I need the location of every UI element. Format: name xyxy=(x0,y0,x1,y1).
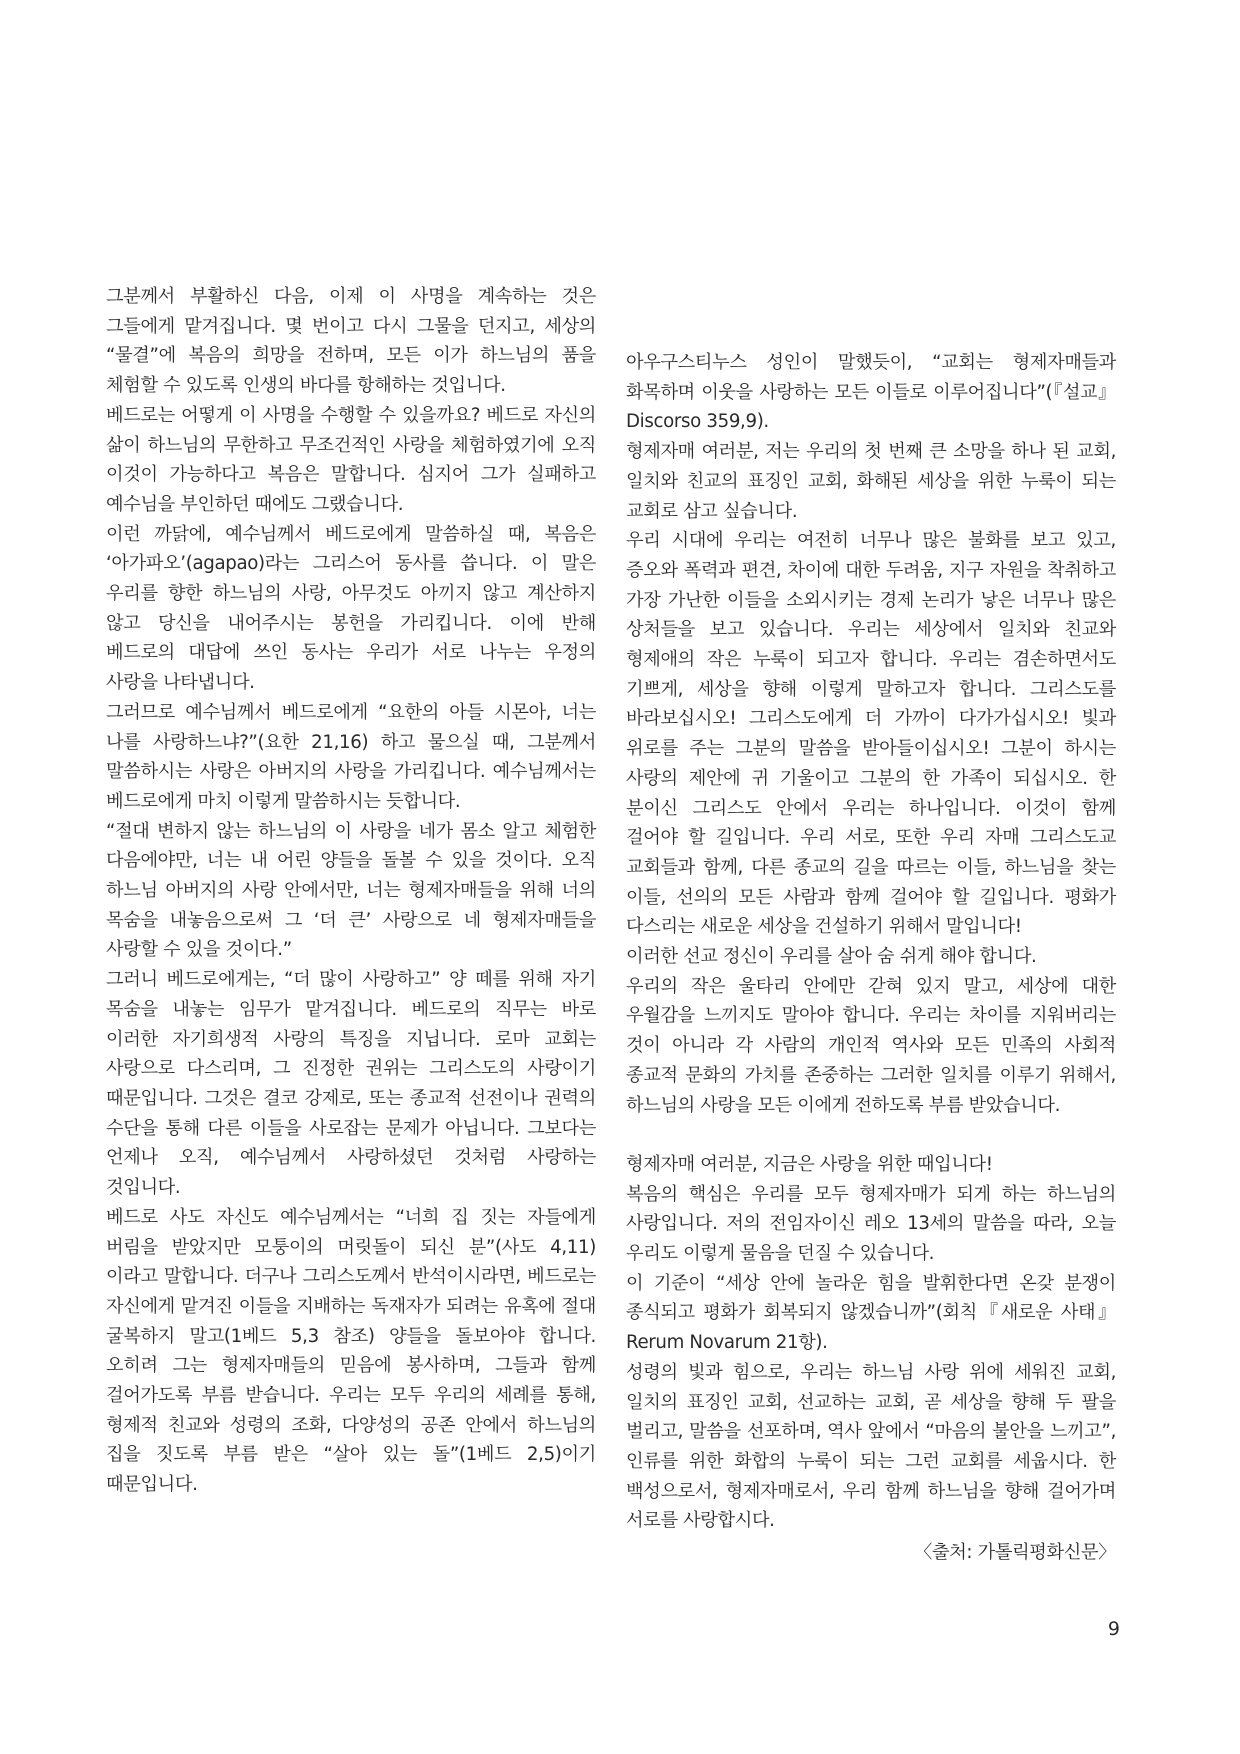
paragraph: 베드로는 어떻게 이 사명을 수행할 수 있을까요? 베드로 자신의 삶이 하느님의 무한하고 무조건적인 사랑을 체험하였기에 오직 이것이 가능하다고 복음은 말합니다. 심지어 그가 실패하고 예수님을 부인하던 때에도 그랬습니다. xyxy=(106,404,596,515)
paragraph: 성령의 빛과 힘으로, 우리는 하느님 사랑 위에 세워진 교회, 일치의 표징인 교회, 선교하는 교회, 곧 세상을 향해 두 팔을 벌리고, 말씀을 선포하며, 역사 앞에서 “마음의 불안을 느끼고”, 인류를 위한 화합의 누룩이 되는 그런 교회를 세웁시다. 한 백성으로서, 형제자매로서, 우리 함께 하느님을 향해 걸어가며 서로를 사랑합시다. xyxy=(626,1361,1116,1532)
paragraph: 아우구스티누스 성인이 말했듯이, “교회는 형제자매들과 화목하며 이웃을 사랑하는 모든 이들로 이루어집니다”(『설교』 Discorso 359,9). xyxy=(626,352,1116,433)
paragraph: 그러니 베드로에게는, “더 많이 사랑하고” 양 떼를 위해 자기 목숨을 내놓는 임무가 맡겨집니다. 베드로의 직무는 바로 이러한 자기희생적 사랑의 특징을 지닙니다. 로마 교회는 사랑으로 다스리며, 그 진정한 권위는 그리스도의 사랑이기 때문입니다. 그것은 결코 강제로, 또는 종교적 선전이나 권력의 수단을 통해 다른 이들을 사로잡는 문제가 아닙니다. 그보다는 언제나 오직, 예수님께서 사랑하셨던 것처럼 사랑하는 것입니다. xyxy=(106,969,596,1199)
paragraph: 이러한 선교 정신이 우리를 살아 숨 쉬게 해야 합니다. xyxy=(626,946,1037,968)
paragraph: 형제자매 여러분, 지금은 사랑을 위한 때입니다! xyxy=(626,1153,993,1175)
paragraph: 이 기준이 “세상 안에 놀라운 힘을 발휘한다면 온갖 분쟁이 종식되고 평화가 회복되지 않겠습니까”(회칙『새로운 사태』 Rerum Novarum 21항). xyxy=(626,1272,1116,1354)
paragraph: 그분께서 부활하신 다음, 이제 이 사명을 계속하는 것은 그들에게 맡겨집니다. 몇 번이고 다시 그물을 던지고, 세상의 “물결”에 복음의 희망을 전하며, 모든 이가 하느님의 품을 체험할 수 있도록 인생의 바다를 항해하는 것입니다. xyxy=(106,286,596,397)
paragraph: 그러므로 예수님께서 베드로에게 “요한의 아들 시몬아, 너는 나를 사랑하느냐?”(요한 21,16) 하고 물으실 때, 그분께서 말씀하시는 사랑은 아버지의 사랑을 가리킵니다. 예수님께서는 베드로에게 마치 이렇게 말씀하시는 듯합니다. xyxy=(106,701,596,812)
page-number: 9 xyxy=(1107,1618,1120,1640)
paragraph: “절대 변하지 않는 하느님의 이 사랑을 네가 몸소 알고 체험한 다음에야만, 너는 내 어린 양들을 돌볼 수 있을 것이다. 오직 하느님 아버지의 사랑 안에서만, 너는 형제자매들을 위해 너의 목숨을 내놓음으로써 그 ‘더 큰’ 사랑으로 네 형제자매들을 사랑할 수 있을 것이다.” xyxy=(106,820,596,961)
paragraph: 베드로 사도 자신도 예수님께서는 “너희 집 짓는 자들에게 버림을 받았지만 모퉁이의 머릿돌이 되신 분”(사도 4,11)이라고 말합니다. 더구나 그리스도께서 반석이시라면, 베드로는 자신에게 맡겨진 이들을 지배하는 독재자가 되려는 유혹에 절대 굴복하지 말고(1베드 5,3 참조) 양들을 돌보아야 합니다. 오히려 그는 형제자매들의 믿음에 봉사하며, 그들과 함께 걸어가도록 부름 받습니다. 우리는 모두 우리의 세례를 통해, 형제적 친교와 성령의 조화, 다양성의 공존 안에서 하느님의 집을 짓도록 부름 받은 “살아 있는 돌”(1베드 2,5)이기 때문입니다. xyxy=(106,1206,596,1496)
section-gap xyxy=(626,1120,1116,1150)
right-column xyxy=(626,348,1116,1568)
paragraph: 이런 까닭에, 예수님께서 베드로에게 말씀하실 때, 복음은 ‘아가파오’(agapao)라는 그리스어 동사를 씁니다. 이 말은 우리를 향한 하느님의 사랑, 아무것도 아끼지 않고 계산하지 않고 당신을 내어주시는 봉헌을 가리킵니다. 이에 반해 베드로의 대답에 쓰인 동사는 우리가 서로 나누는 우정의 사랑을 나타냅니다. xyxy=(106,523,596,694)
left-column xyxy=(106,282,596,1500)
paragraph: 우리의 작은 울타리 안에만 갇혀 있지 말고, 세상에 대한 우월감을 느끼지도 말아야 합니다. 우리는 차이를 지워버리는 것이 아니라 각 사람의 개인적 역사와 모든 민족의 사회적 종교적 문화의 가치를 존중하는 그러한 일치를 이루기 위해서, 하느님의 사랑을 모든 이에게 전하도록 부름 받았습니다. xyxy=(626,975,1116,1116)
paragraph: 형제자매 여러분, 저는 우리의 첫 번째 큰 소망을 하나 된 교회, 일치와 친교의 표징인 교회, 화해된 세상을 위한 누룩이 되는 교회로 삼고 싶습니다. xyxy=(626,441,1116,522)
paragraph: 우리 시대에 우리는 여전히 너무나 많은 불화를 보고 있고, 증오와 폭력과 편견, 차이에 대한 두려움, 지구 자원을 착취하고 가장 가난한 이들을 소외시키는 경제 논리가 낳은 너무나 많은 상처들을 보고 있습니다. 우리는 세상에서 일치와 친교와 형제애의 작은 누룩이 되고자 합니다. 우리는 겸손하면서도 기쁘게, 세상을 향해 이렇게 말하고자 합니다. 그리스도를 바라보십시오! 그리스도에게 더 가까이 다가가십시오! 빛과 위로를 주는 그분의 말씀을 받아들이십시오! 그분이 하시는 사랑의 제안에 귀 기울이고 그분의 한 가족이 되십시오. 한 분이신 그리스도 안에서 우리는 하나입니다. 이것이 함께 걸어야 할 길입니다. 우리 서로, 또한 우리 자매 그리스도교 교회들과 함께, 다른 종교의 길을 따르는 이들, 하느님을 찾는 이들, 선의의 모든 사람과 함께 걸어야 할 길입니다. 평화가 다스리는 새로운 세상을 건설하기 위해서 말입니다! xyxy=(626,530,1116,938)
paragraph: 복음의 핵심은 우리를 모두 형제자매가 되게 하는 하느님의 사랑입니다. 저의 전임자이신 레오 13세의 말씀을 따라, 오늘 우리도 이렇게 물음을 던질 수 있습니다. xyxy=(626,1183,1116,1265)
source-credit: 〈출처: 가톨릭평화신문〉 xyxy=(914,1542,1116,1564)
